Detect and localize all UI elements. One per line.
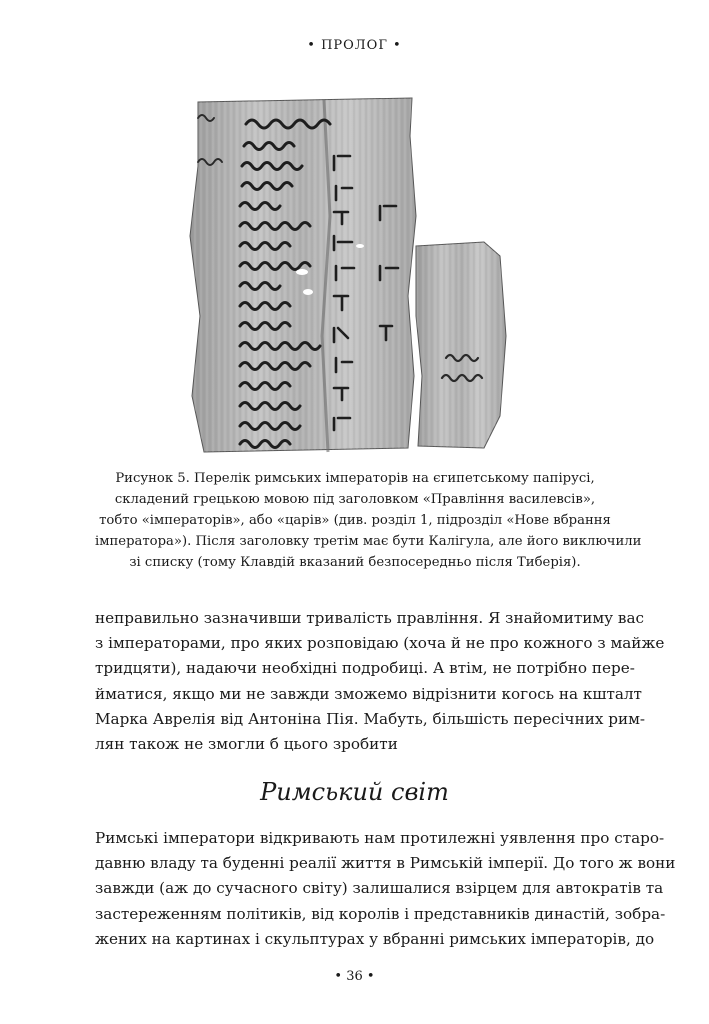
caption-line: складений грецькою мовою під заголовком «Правління василевсів», (114, 492, 596, 507)
body-paragraph (95, 606, 665, 757)
caption-line: зі списку (тому Клавдій вказаний безпосередньо після Тиберія). (129, 555, 581, 570)
section-heading: Римський світ (260, 778, 449, 806)
text-line: Римські імператори відкривають нам протилежні уявлення про старо- (95, 829, 665, 847)
running-head: • ПРОЛОГ • (307, 38, 402, 53)
caption-line: тобто «імператорів», або «царів» (див. розділ 1, підрозділ «Нове вбрання (99, 513, 611, 528)
papyrus-photo-icon (184, 96, 528, 456)
text-line: застереженням політиків, від королів і представників династій, зобра- (95, 904, 666, 923)
text-line: жених на картинах і скульптурах у вбранні римських імператорів, до (95, 929, 655, 948)
page-number: • 36 • (334, 969, 375, 984)
text-line: з імператорами, про яких розповідаю (хоча й не про кожного з майже (95, 634, 665, 653)
caption-line: Рисунок 5. Перелік римських імператорів на єгипетському папірусі, (115, 471, 595, 486)
text-line: лян також не змогли б цього зробити (95, 735, 398, 754)
body-paragraph (95, 826, 676, 952)
text-line: неправильно зазначивши тривалість правління. Я знайомитиму вас (95, 609, 645, 627)
text-line: Марка Аврелія від Антоніна Пія. Мабуть, більшість пересічних рим- (95, 709, 646, 728)
text-line: давню владу та буденні реалії життя в Римській імперії. До того ж вони (95, 854, 676, 873)
text-line: тридцяти), надаючи необхідні подробиці. А втім, не потрібно пере- (95, 659, 635, 678)
caption-line: імператора»). Після заголовку третім має бути Калігула, але його виключили (95, 534, 642, 549)
figure-caption (95, 468, 642, 573)
text-line: завжди (аж до сучасного світу) залишалися взірцем для автократів та (95, 879, 664, 898)
papyrus-figure (184, 96, 528, 456)
text-line: йматися, якщо ми не завжди зможемо відрізнити когось на кшталт (95, 684, 642, 703)
